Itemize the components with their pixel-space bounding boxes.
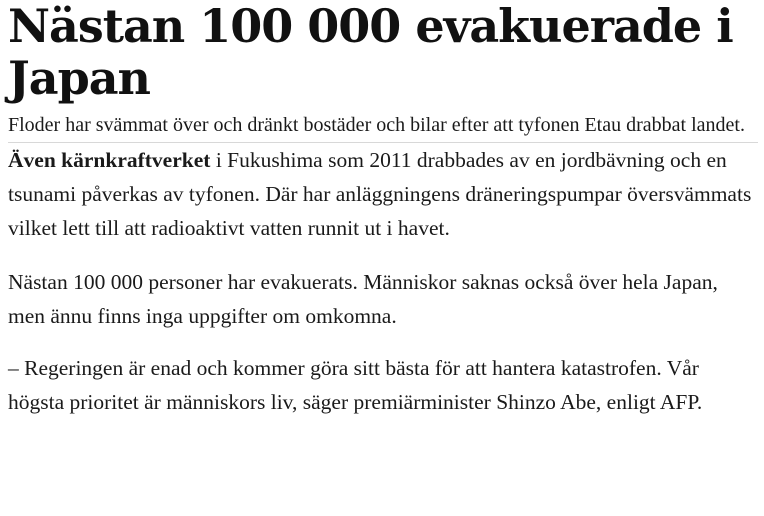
lead-text: Floder har svämmat över och dränkt bostäder och bilar efter att tyfonen Etau drabbat landet. (8, 114, 745, 136)
body-paragraph-1 (8, 143, 758, 245)
headline: Nästan 100 000 evakuerade i Japan (8, 0, 733, 105)
body-paragraph-3: – Regeringen är enad och kommer göra sitt bästa för att hantera katastrofen. Vår högsta prioritet är människors liv, säger premiärminister Shinzo Abe, enligt AFP. (8, 356, 703, 414)
body-paragraph-2: Nästan 100 000 personer har evakuerats. Människor saknas också över hela Japan, men ännu finns inga uppgifter om omkomna. (8, 270, 718, 328)
paragraph-lead-in: Även kärnkraftverket (8, 148, 211, 172)
paragraph-text: i Fukushima som 2011 drabbades av en jordbävning och en tsunami påverkas av tyfonen. Där har anläggningens dräneringspumpar översvämmats vilket lett till att radioaktivt vatten runnit ut i havet. (8, 148, 752, 240)
article (8, 0, 758, 419)
